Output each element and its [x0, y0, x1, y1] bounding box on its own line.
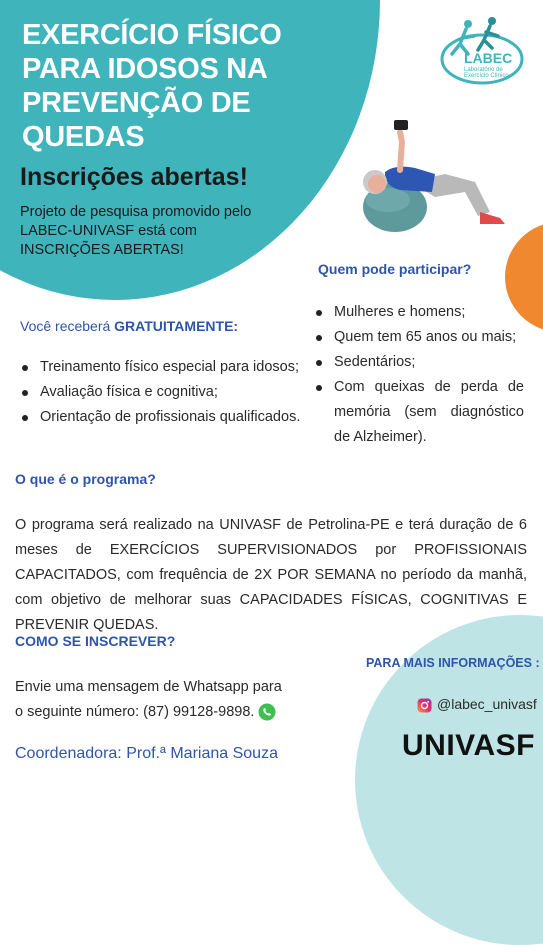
univasf-logo: UNIVASF: [402, 729, 535, 762]
coordinator-name: Coordenadora: Prof.ª Mariana Souza: [15, 745, 278, 762]
receive-list: [20, 355, 310, 430]
exercise-ball-illustration: [340, 112, 525, 247]
whatsapp-icon[interactable]: [258, 703, 276, 721]
logo-name: LABEC: [464, 50, 513, 66]
logo-subtitle: Laboratório de Exercício Clínico: [464, 67, 509, 79]
program-heading: O que é o programa?: [15, 471, 156, 487]
title-line: PARA IDOSOS NA: [22, 53, 268, 85]
list-item: Sedentários;: [314, 350, 524, 375]
intro-text: Projeto de pesquisa promovido pelo LABEC-UNIVASF está com INSCRIÇÕES ABERTAS!: [20, 204, 252, 258]
program-description: O programa será realizado na UNIVASF de Petrolina-PE e terá duração de 6 meses de EXERCÍCIOS SUPERVISIONADOS por PROFISSIONAIS CAPACITADOS, com frequência de 2X POR SEMANA no período da manhã, com objetivo de melhorar suas CAPACIDADES FÍSICAS, COGNITIVAS E PREVENIR QUEDAS.: [15, 517, 527, 633]
list-item: Orientação de profissionais qualificados.: [20, 405, 310, 430]
who-heading: Quem pode participar?: [318, 261, 472, 277]
receive-heading-prefix: Você receberá: [20, 318, 115, 334]
who-list: [314, 300, 524, 450]
signup-instructions: [15, 675, 290, 725]
receive-heading-bold: GRATUITAMENTE:: [114, 318, 239, 334]
more-info-heading: PARA MAIS INFORMAÇÕES :: [366, 656, 540, 670]
list-item: Treinamento físico especial para idosos;: [20, 355, 310, 380]
receive-heading: [20, 318, 238, 334]
list-item: Quem tem 65 anos ou mais;: [314, 325, 524, 350]
page-title: [22, 18, 322, 154]
list-item: Mulheres e homens;: [314, 300, 524, 325]
title-line: QUEDAS: [22, 121, 145, 153]
instagram-icon: [417, 698, 432, 713]
title-line: EXERCÍCIO FÍSICO: [22, 19, 282, 51]
list-item: Avaliação física e cognitiva;: [20, 380, 310, 405]
title-line: PREVENÇÃO DE: [22, 87, 251, 119]
signup-heading: COMO SE INSCREVER?: [15, 633, 176, 649]
signup-text: Envie uma mensagem de Whatsapp para o seguinte número: (87) 99128-9898.: [15, 679, 282, 720]
list-item: Com queixas de perda de memória (sem diagnóstico de Alzheimer).: [314, 375, 524, 450]
instagram-handle[interactable]: [417, 696, 537, 713]
subtitle: Inscrições abertas!: [20, 163, 248, 191]
instagram-text: @labec_univasf: [437, 696, 537, 712]
